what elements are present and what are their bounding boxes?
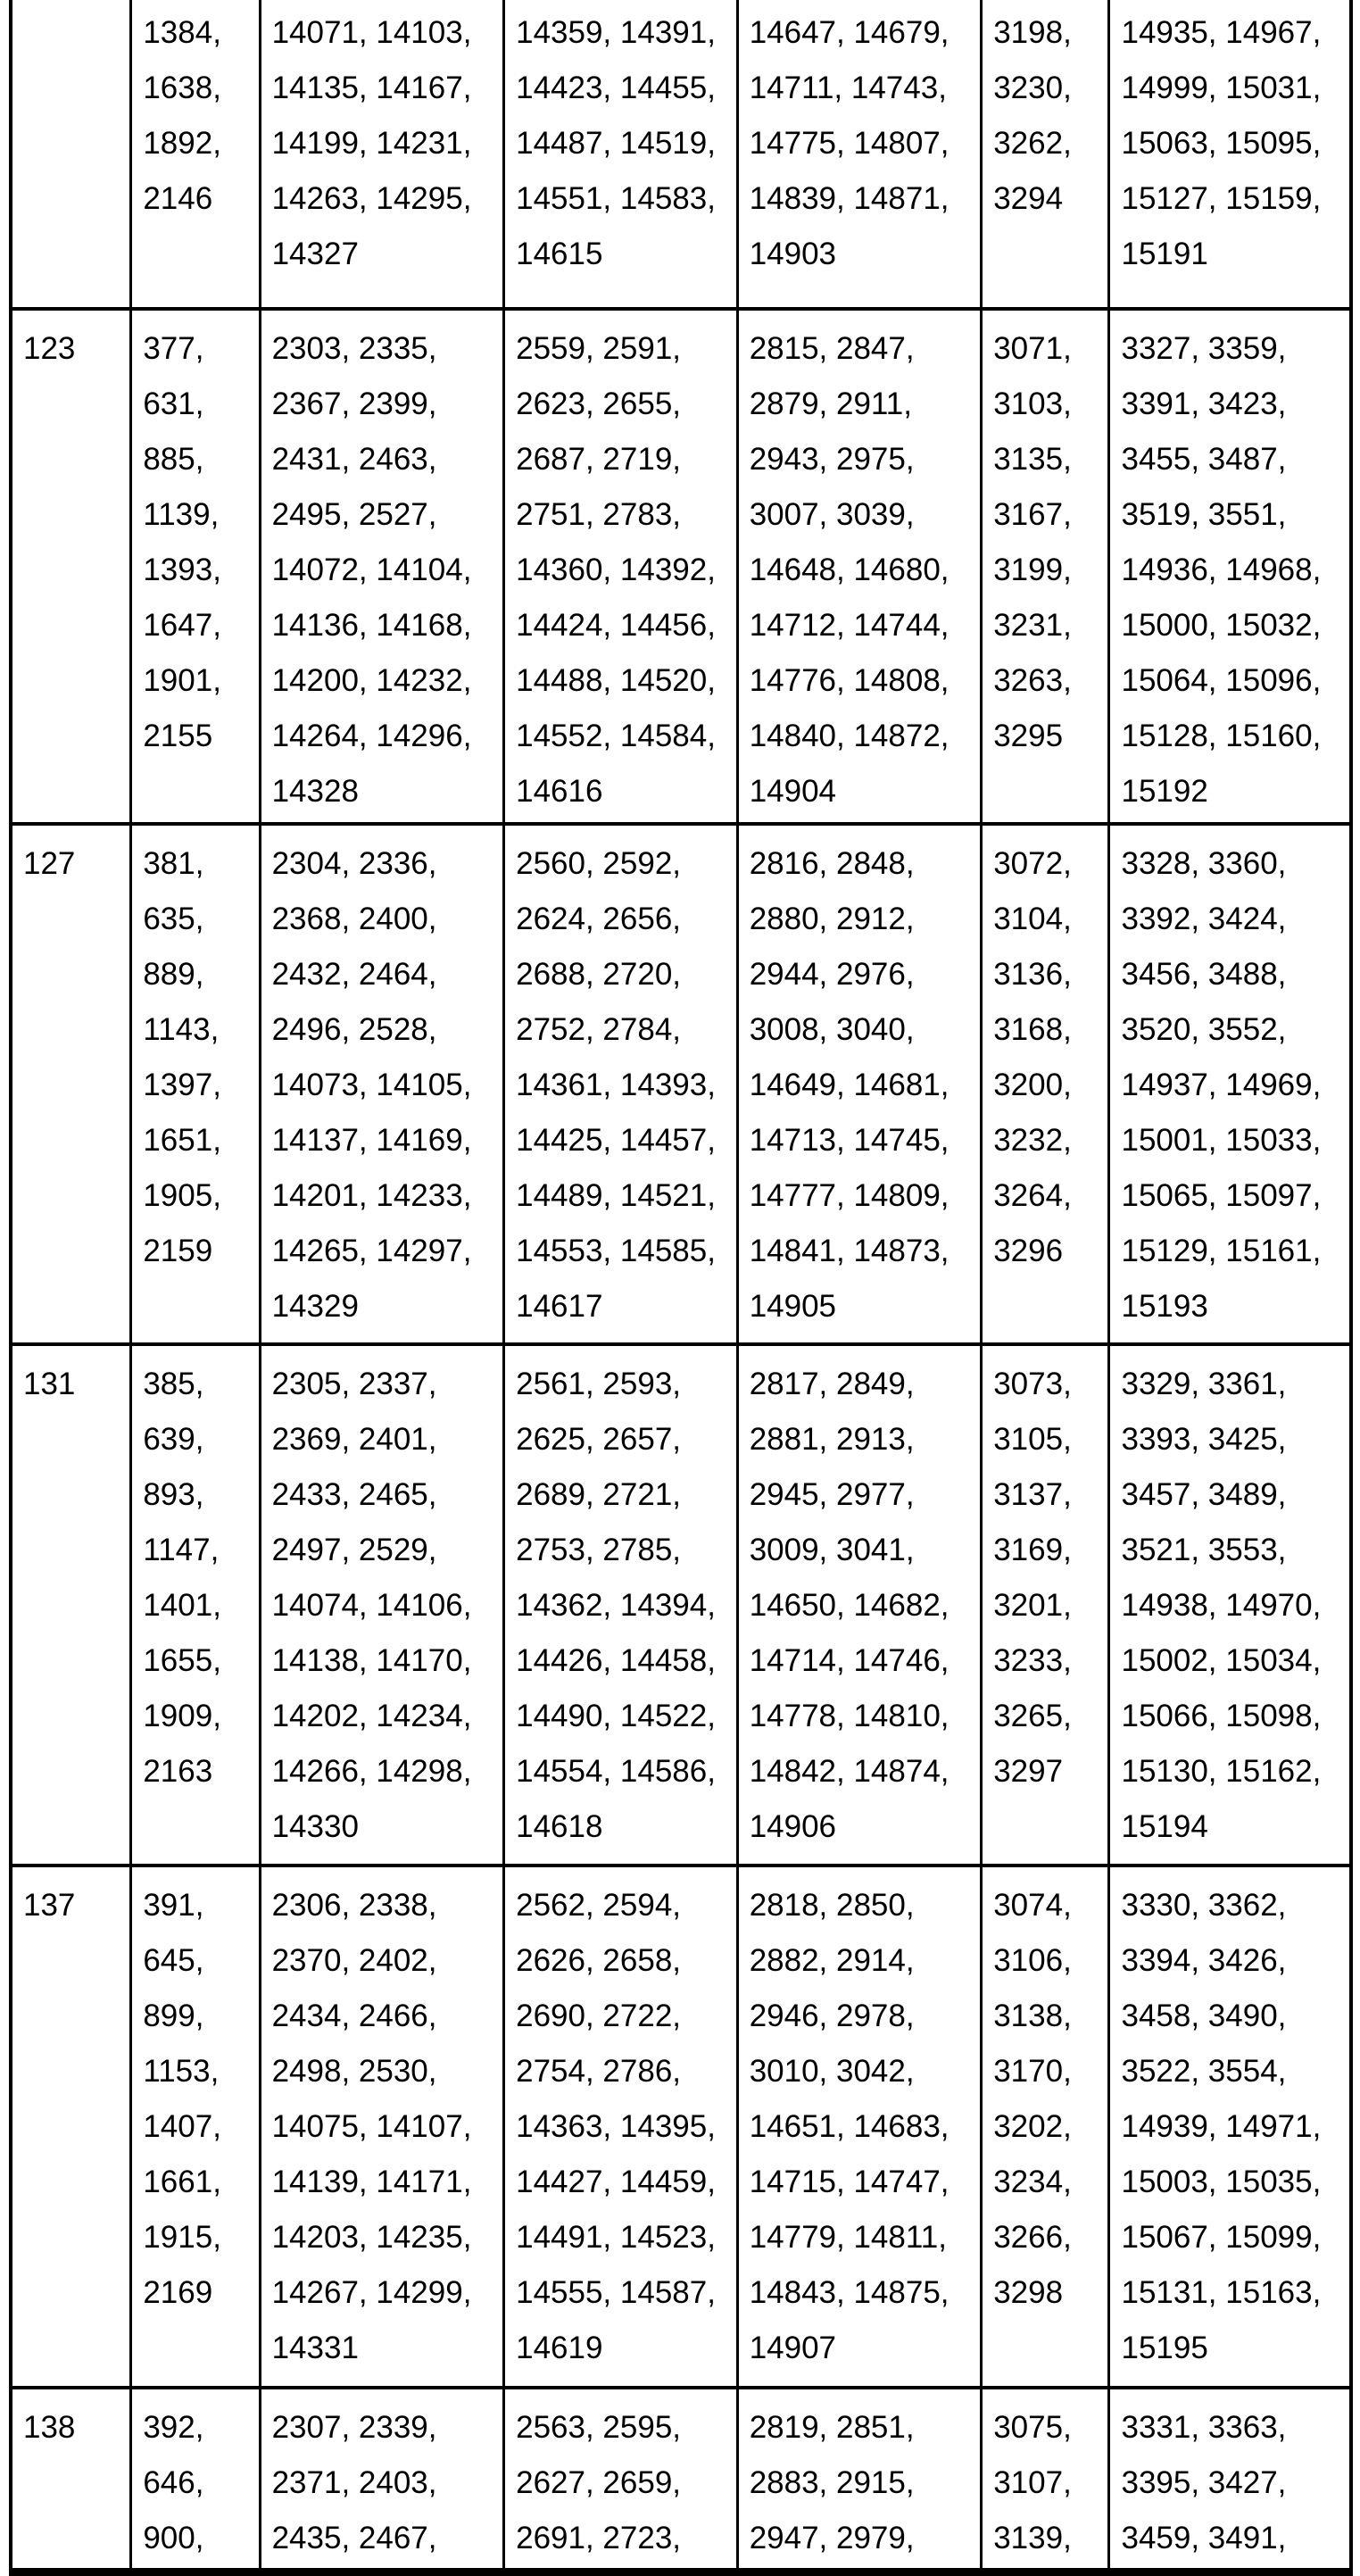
table-row-127 xyxy=(12,826,1349,1346)
table-cell: 2563, 2595, 2627, 2659, 2691, 2723, xyxy=(505,2389,739,2576)
table-cell: 2817, 2849, 2881, 2913, 2945, 2977, 3009, 3041, 14650, 14682, 14714, 14746, 14778, 14810, 14842, 14874, 14906 xyxy=(739,1346,983,1864)
table-cell: 3073, 3105, 3137, 3169, 3201, 3233, 3265, 3297 xyxy=(983,1346,1110,1864)
table-cell: 2307, 2339, 2371, 2403, 2435, 2467, xyxy=(261,2389,506,2576)
table-cell: 3330, 3362, 3394, 3426, 3458, 3490, 3522, 3554, 14939, 14971, 15003, 15035, 15067, 15099, 15131, 15163, 15195 xyxy=(1121,1888,1322,2365)
row-label-cell: 131 xyxy=(12,1346,132,1864)
table-cell: 14935, 14967, 14999, 15031, 15063, 15095, 15127, 15159, 15191 xyxy=(1121,15,1322,271)
table-cell: 2561, 2593, 2625, 2657, 2689, 2721, 2753, 2785, 14362, 14394, 14426, 14458, 14490, 14522, 14554, 14586, 14618 xyxy=(505,1346,739,1864)
table-cell: 391, 645, 899, 1153, 1407, 1661, 1915, 2169 xyxy=(132,1867,261,2386)
row-label-cell xyxy=(12,0,132,307)
table-cell: 2815, 2847, 2879, 2911, 2943, 2975, 3007, 3039, 14648, 14680, 14712, 14744, 14776, 14808, 14840, 14872, 14904 xyxy=(739,311,983,822)
table-cell: 2819, 2851, 2883, 2915, 2947, 2979, xyxy=(739,2389,983,2576)
table-cell: 2304, 2336, 2368, 2400, 2432, 2464, 2496, 2528, 14073, 14105, 14137, 14169, 14201, 14233, 14265, 14297, 14329 xyxy=(261,826,506,1342)
table-cell: 377, 631, 885, 1139, 1393, 1647, 1901, 2155 xyxy=(132,311,261,822)
table-cell: 3331, 3363, 3395, 3427, 3459, 3491, xyxy=(1121,2410,1287,2555)
table-cell: 2303, 2335, 2367, 2399, 2431, 2463, 2495, 2527, 14072, 14104, 14136, 14168, 14200, 14232, 14264, 14296, 14328 xyxy=(261,311,506,822)
table-cell: 2559, 2591, 2623, 2655, 2687, 2719, 2751, 2783, 14360, 14392, 14424, 14456, 14488, 14520, 14552, 14584, 14616 xyxy=(505,311,739,822)
table-cell: 3075, 3107, 3139, xyxy=(983,2389,1110,2576)
table-cell: 2305, 2337, 2369, 2401, 2433, 2465, 2497, 2529, 14074, 14106, 14138, 14170, 14202, 14234, 14266, 14298, 14330 xyxy=(261,1346,506,1864)
table-row-137 xyxy=(12,1867,1349,2389)
table-row-138 xyxy=(12,2389,1349,2576)
row-label-cell: 123 xyxy=(12,311,132,822)
table-cell: 3071, 3103, 3135, 3167, 3199, 3231, 3263, 3295 xyxy=(983,311,1110,822)
table-row-131 xyxy=(12,1346,1349,1867)
row-label-cell: 138 xyxy=(12,2389,132,2576)
table-cell: 2560, 2592, 2624, 2656, 2688, 2720, 2752, 2784, 14361, 14393, 14425, 14457, 14489, 14521, 14553, 14585, 14617 xyxy=(505,826,739,1342)
table-cell: 392, 646, 900, xyxy=(132,2389,261,2576)
number-table xyxy=(9,0,1353,2576)
table-cell: 1384, 1638, 1892, 2146 xyxy=(132,0,261,307)
table-cell: 2562, 2594, 2626, 2658, 2690, 2722, 2754, 2786, 14363, 14395, 14427, 14459, 14491, 14523, 14555, 14587, 14619 xyxy=(505,1867,739,2386)
row-label-cell: 137 xyxy=(12,1867,132,2386)
table-cell: 385, 639, 893, 1147, 1401, 1655, 1909, 2163 xyxy=(132,1346,261,1864)
table-cell: 14647, 14679, 14711, 14743, 14775, 14807, 14839, 14871, 14903 xyxy=(739,0,983,307)
table-cell: 2306, 2338, 2370, 2402, 2434, 2466, 2498, 2530, 14075, 14107, 14139, 14171, 14203, 14235, 14267, 14299, 14331 xyxy=(261,1867,506,2386)
table-cell: 2816, 2848, 2880, 2912, 2944, 2976, 3008, 3040, 14649, 14681, 14713, 14745, 14777, 14809, 14841, 14873, 14905 xyxy=(739,826,983,1342)
table-cell: 3074, 3106, 3138, 3170, 3202, 3234, 3266, 3298 xyxy=(983,1867,1110,2386)
table-cell: 3328, 3360, 3392, 3424, 3456, 3488, 3520, 3552, 14937, 14969, 15001, 15033, 15065, 15097, 15129, 15161, 15193 xyxy=(1121,846,1322,1324)
table-row-123 xyxy=(12,311,1349,826)
table-cell: 3327, 3359, 3391, 3423, 3455, 3487, 3519, 3551, 14936, 14968, 15000, 15032, 15064, 15096, 15128, 15160, 15192 xyxy=(1121,331,1322,809)
table-cell: 3072, 3104, 3136, 3168, 3200, 3232, 3264, 3296 xyxy=(983,826,1110,1342)
table-cell: 14071, 14103, 14135, 14167, 14199, 14231, 14263, 14295, 14327 xyxy=(261,0,506,307)
table-cell: 3329, 3361, 3393, 3425, 3457, 3489, 3521, 3553, 14938, 14970, 15002, 15034, 15066, 15098, 15130, 15162, 15194 xyxy=(1121,1367,1322,1844)
table-cell: 2818, 2850, 2882, 2914, 2946, 2978, 3010, 3042, 14651, 14683, 14715, 14747, 14779, 14811, 14843, 14875, 14907 xyxy=(739,1867,983,2386)
page-bottom-edge xyxy=(9,2568,1353,2576)
table-row-continued xyxy=(12,0,1349,311)
table-cell: 381, 635, 889, 1143, 1397, 1651, 1905, 2159 xyxy=(132,826,261,1342)
table-cell: 14359, 14391, 14423, 14455, 14487, 14519, 14551, 14583, 14615 xyxy=(505,0,739,307)
table-cell: 3198, 3230, 3262, 3294 xyxy=(983,0,1110,307)
row-label-cell: 127 xyxy=(12,826,132,1342)
